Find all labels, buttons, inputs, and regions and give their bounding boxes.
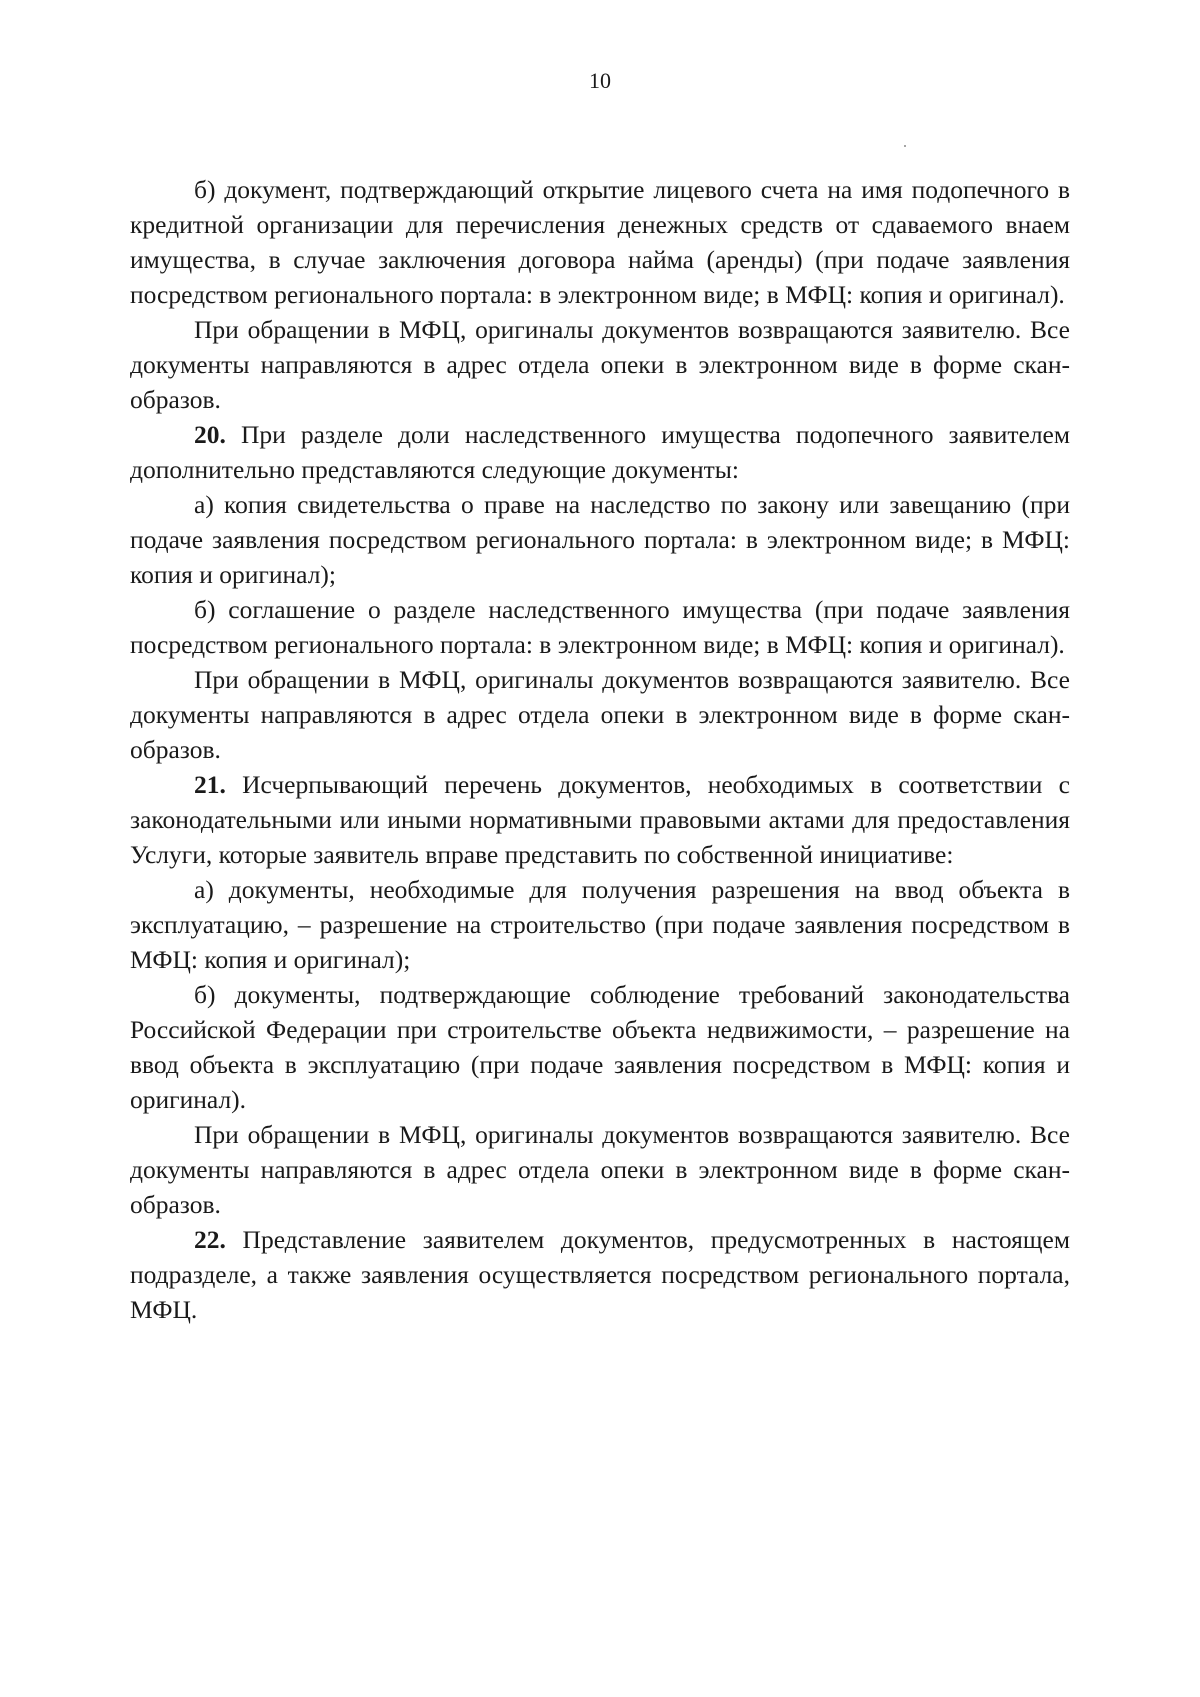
paragraph-20-note — [130, 662, 1070, 767]
paragraph-21 — [130, 767, 1070, 872]
paragraph-number: 21. — [194, 770, 226, 799]
paragraph-text: При обращении в МФЦ, оригиналы документов возвращаются заявителю. Все документы направляются в адрес отдела опеки в электронном виде в форме скан-образов. — [130, 665, 1070, 764]
paragraph-text: При обращении в МФЦ, оригиналы документов возвращаются заявителю. Все документы направляются в адрес отдела опеки в электронном виде в форме скан-образов. — [130, 1120, 1070, 1219]
paragraph-text: При обращении в МФЦ, оригиналы документов возвращаются заявителю. Все документы направляются в адрес отдела опеки в электронном виде в форме скан-образов. — [130, 315, 1070, 414]
paragraph-21b — [130, 977, 1070, 1117]
paragraph-21a — [130, 872, 1070, 977]
paragraph-text: б) документы, подтверждающие соблюдение требований законодательства Российской Федерации при строительстве объекта недвижимости, – разрешение на ввод объекта в эксплуатацию (при подаче заявления посредством в МФЦ: копия и оригинал). — [130, 980, 1070, 1114]
paragraph-20 — [130, 417, 1070, 487]
paragraph-19-note — [130, 312, 1070, 417]
paragraph-text: б) документ, подтверждающий открытие лицевого счета на имя подопечного в кредитной организации для перечисления денежных средств от сдаваемого внаем имущества, в случае заключения договора найма (аренды) (при подаче заявления посредством регионального портала: в электронном виде; в МФЦ: копия и оригинал). — [130, 175, 1070, 309]
paragraph-22 — [130, 1222, 1070, 1327]
paragraph-text: б) соглашение о разделе наследственного имущества (при подаче заявления посредством регионального портала: в электронном виде; в МФЦ: копия и оригинал). — [130, 595, 1070, 659]
paragraph-number: 22. — [194, 1225, 226, 1254]
paragraph-text: Представление заявителем документов, предусмотренных в настоящем подразделе, а также заявления осуществляется посредством регионального портала, МФЦ. — [130, 1225, 1070, 1324]
paragraph-20b — [130, 592, 1070, 662]
paragraph-19b — [130, 172, 1070, 312]
paragraph-number: 20. — [194, 420, 226, 449]
paragraph-text: а) копия свидетельства о праве на наследство по закону или завещанию (при подаче заявления посредством регионального портала: в электронном виде; в МФЦ: копия и оригинал); — [130, 490, 1070, 589]
paragraph-text: а) документы, необходимые для получения разрешения на ввод объекта в эксплуатацию, – разрешение на строительство (при подаче заявления посредством в МФЦ: копия и оригинал); — [130, 875, 1070, 974]
scan-speck — [904, 145, 906, 147]
paragraph-text: Исчерпывающий перечень документов, необходимых в соответствии с законодательными или иными нормативными правовыми актами для предоставления Услуги, которые заявитель вправе представить по собственной инициативе: — [130, 770, 1070, 869]
page-number: 10 — [589, 68, 611, 93]
document-body — [130, 172, 1070, 1327]
paragraph-text: При разделе доли наследственного имущества подопечного заявителем дополнительно представляются следующие документы: — [130, 420, 1070, 484]
paragraph-21-note — [130, 1117, 1070, 1222]
paragraph-20a — [130, 487, 1070, 592]
